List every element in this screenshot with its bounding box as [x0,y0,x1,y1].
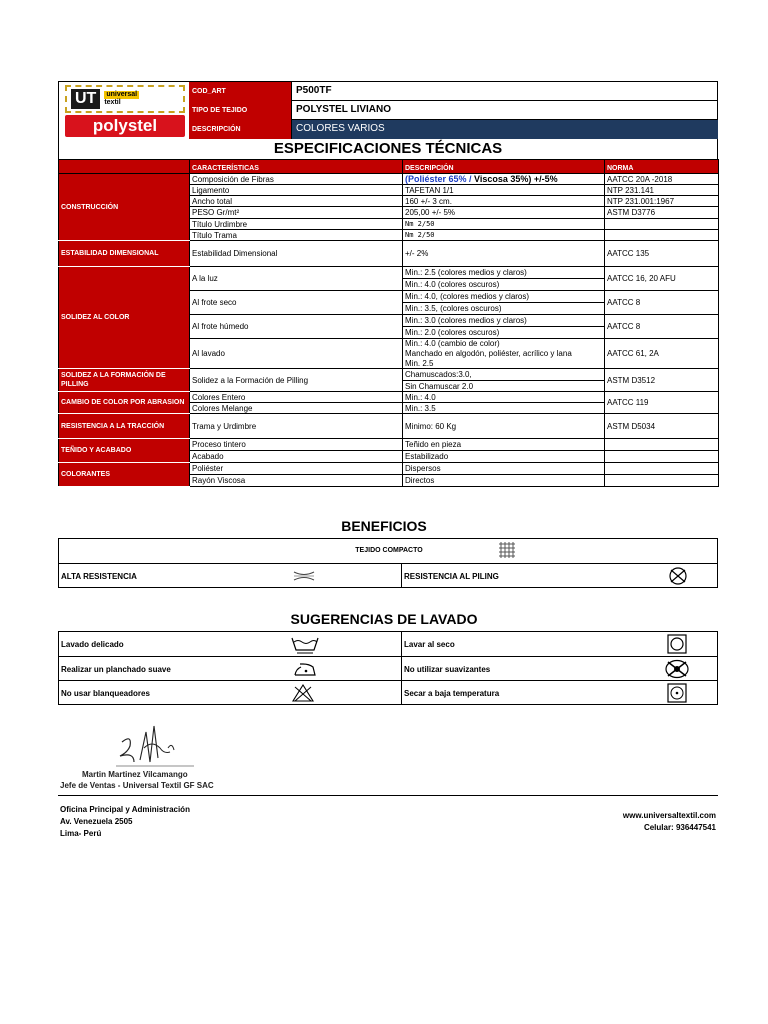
tumble-dry-low-icon [666,683,688,703]
lavado-row [59,680,717,704]
signer-role: Jefe de Ventas - Universal Textil GF SAC [60,781,214,790]
table-header-row: CARACTERÍSTICAS DESCRIPCIÓN NORMA [59,160,719,174]
alta-resistencia-label: ALTA RESISTENCIA [59,564,402,588]
field-cod-art: COD_ART P500TF [189,82,718,101]
table-row: Acabado Estabilizado [59,451,719,463]
table-row: Título Trama Nm 2/50 [59,230,719,241]
signature-icon [110,712,200,772]
field-descripcion: DESCRIPCIÓN COLORES VARIOS [189,120,718,139]
table-row: Al frote seco Min.: 4.0, (colores medios y claros) AATCC 8 [59,291,719,303]
resistencia-piling-label: RESISTENCIA AL PILING [404,572,499,581]
no-pilling-icon [666,566,690,586]
header-block [58,81,718,139]
beneficios-box [58,538,718,588]
table-row: Min.: 2.0 (colores oscuros) [59,327,719,339]
table-row: RESISTENCIA A LA TRACCIÓN Trama y Urdimbre Minimo: 60 Kg ASTM D5034 [59,414,719,439]
category-tenido: TEÑIDO Y ACABADO [59,439,190,463]
table-row: Ancho total 160 +/- 3 cm. NTP 231.001:1967 [59,196,719,207]
table-row: Rayón Viscosa Directos [59,475,719,487]
signer-name: Martin Martinez Vilcamango [82,770,188,779]
table-row: PESO Gr/mt² 205,00 +/- 5% ASTM D3776 [59,207,719,219]
universal-textil-logo: UT universal textil [65,85,185,113]
woven-grid-icon [497,541,517,559]
table-row: Al lavado Min.: 4.0 (cambio de color) AATCC 61, 2A [59,339,719,349]
table-row: Colores Melange Min.: 3.5 [59,403,719,414]
no-bleach-icon [291,683,315,703]
lavado-title: SUGERENCIAS DE LAVADO [290,611,478,627]
no-suavizantes-label: No utilizar suavizantes [404,665,491,674]
phone-number: Celular: 936447541 [643,823,716,832]
resistance-arrows-icon [291,566,317,586]
category-estabilidad: ESTABILIDAD DIMENSIONAL [59,241,190,267]
spec-table [58,159,719,487]
no-softener-icon [663,659,691,679]
website-link[interactable]: www.universaltextil.com [622,811,716,820]
beneficio-row [59,539,717,563]
contact-info [560,810,716,834]
low-iron-icon [291,659,319,679]
table-row: Sin Chamuscar 2.0 [59,381,719,392]
table-row: Al frote húmedo Min.: 3.0 (colores medios y claros) AATCC 8 [59,315,719,327]
office-address: Oficina Principal y Administración Av. Venezuela 2505 Lima- Perú [60,805,190,838]
table-row: Min. 2.5 [59,359,719,369]
table-row: SOLIDEZ A LA FORMACIÓN DE PILLING Solidez a la Formación de Pilling Chamuscados:3.0, ASTM D3512 [59,369,719,381]
table-row: Ligamento TAFETAN 1/1 NTP 231.141 [59,185,719,196]
field-tipo-tejido: TIPO DE TEJIDO POLYSTEL LIVIANO [189,101,718,120]
category-pilling: SOLIDEZ A LA FORMACIÓN DE PILLING [59,369,190,392]
category-traccion: RESISTENCIA A LA TRACCIÓN [59,414,190,439]
category-abrasion: CAMBIO DE COLOR POR ABRASION [59,392,190,414]
table-row: SOLIDEZ AL COLOR A la luz Min.: 2.5 (colores medios y claros) AATCC 16, 20 AFU [59,267,719,279]
footer-divider [58,795,718,796]
table-row: Título Urdimbre Nm 2/50 [59,219,719,230]
lavado-box [58,631,718,705]
table-row: COLORANTES Poliéster Dispersos [59,463,719,475]
table-row: CAMBIO DE COLOR POR ABRASION Colores Entero Min.: 4.0 AATCC 119 [59,392,719,403]
beneficio-row [59,563,717,587]
secar-baja-temp-label: Secar a baja temperatura [404,689,500,698]
beneficios-title: BENEFICIOS [341,518,427,534]
polystel-logo: polystel [65,115,185,137]
category-colorantes: COLORANTES [59,463,190,487]
table-row: Manchado en algodón, poliéster, acrílico y lana [59,349,719,359]
lavar-seco-label: Lavar al seco [404,640,455,649]
tejido-compacto-label: TEJIDO COMPACTO [355,547,423,554]
no-blanqueadores-label: No usar blanqueadores [59,681,402,705]
planchado-suave-label: Realizar un planchado suave [59,657,402,681]
table-row: ESTABILIDAD DIMENSIONAL Estabilidad Dimensional +/- 2% AATCC 135 [59,241,719,267]
lavado-row [59,656,717,680]
dry-clean-icon [666,634,688,654]
category-construccion: CONSTRUCCIÓN [59,174,190,241]
logos [59,82,189,140]
lavado-row [59,632,717,656]
table-row: Min.: 3.5, (colores oscuros) [59,303,719,315]
spec-sheet [58,81,718,487]
spec-title: ESPECIFICACIONES TÉCNICAS [58,139,718,159]
category-solidez: SOLIDEZ AL COLOR [59,267,190,369]
gentle-wash-icon [289,634,321,654]
table-row: Min.: 4.0 (colores oscuros) [59,279,719,291]
table-row: TEÑIDO Y ACABADO Proceso tintero Teñido en pieza [59,439,719,451]
table-row: CONSTRUCCIÓN Composición de Fibras (Poliéster 65% / Viscosa 35%) +/-5% AATCC 20A -2018 [59,174,719,185]
lavado-delicado-label: Lavado delicado [59,632,402,656]
